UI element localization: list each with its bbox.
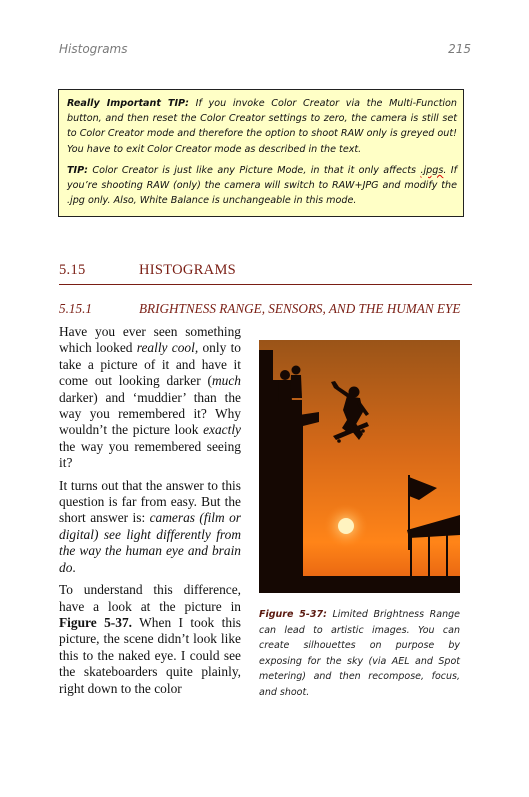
- p1-text-b: only to take a picture of it and have it come out looking darker (: [59, 340, 241, 389]
- subsection-heading: [59, 301, 479, 317]
- wheel-1: [337, 439, 341, 443]
- photo-illustration: [259, 340, 460, 593]
- page-number: 215: [448, 42, 471, 56]
- body-paragraph-2: [59, 478, 241, 576]
- p2-emphasis: cameras (film or digital) see light differently from the way the human eye and brain do: [59, 510, 242, 575]
- sun: [338, 518, 354, 534]
- spectator-body-2: [290, 375, 302, 398]
- ramp-edge: [299, 400, 302, 430]
- section-number: 5.15: [59, 262, 86, 278]
- spectator-body-1: [278, 380, 292, 402]
- section-title: HISTOGRAMS: [139, 262, 237, 278]
- tip-box: [58, 89, 464, 217]
- tip-important: [67, 96, 457, 157]
- tip-note-label: TIP:: [67, 164, 88, 176]
- wheel-2: [361, 429, 365, 433]
- figure-caption-text: Limited Brightness Range can lead to artistic images. You can create silhouettes on purpose by exposing for the sky (via AEL and Spot metering) and then recompose, focus, and shoot.: [259, 609, 460, 698]
- figure-caption: [259, 607, 460, 700]
- running-title: Histograms: [59, 42, 128, 56]
- figure-photo-skateboard-silhouette: [259, 340, 460, 593]
- p2-text-b: .: [72, 559, 76, 575]
- p3-text-a: To understand this difference, have a look at the picture in: [59, 582, 241, 614]
- body-paragraph-1: [59, 324, 241, 472]
- spectator-head-2: [292, 366, 301, 375]
- spectator-head-1: [280, 370, 290, 380]
- p1-emphasis-2: much: [211, 373, 241, 389]
- subsection-title: BRIGHTNESS RANGE, SENSORS, AND THE HUMAN EYE: [139, 301, 461, 316]
- running-head: [59, 42, 471, 56]
- p1-text-c: darker) and ‘muddier’ than the way you remembered it? Why wouldn’t the picture look: [59, 389, 241, 438]
- tip-important-text: If you invoke Color Creator via the Multi-Function button, and then reset the Color Creator settings to zero, the camera is still set to Color Creator mode and therefore the option to shoot RAW only is greyed out! You have to exit Color Creator mode as described in the text.: [67, 98, 457, 155]
- p1-text-d: the way you remembered seeing it?: [59, 438, 241, 471]
- tip-note-text-a: Color Creator is just like any Picture Mode, in that it only affects: [87, 164, 421, 176]
- ground: [259, 576, 460, 593]
- p1-emphasis-3: exactly: [203, 422, 241, 438]
- p3-text-b: When I took this picture, the scene didn’t look like this to the naked eye. I could see the skateboarders quite plainly, right down to the color: [59, 614, 241, 696]
- tip-note: [67, 163, 457, 209]
- body-paragraph-3: [59, 582, 241, 697]
- tip-important-label: Really Important TIP:: [67, 98, 189, 109]
- section-heading: [59, 262, 472, 285]
- p2-text-a: It turns out that the answer to this question is far from easy. But the short answer is:: [59, 477, 241, 526]
- p1-text-a: Have you ever seen something which looked: [59, 324, 241, 356]
- body-text: [59, 324, 241, 703]
- figure-label: Figure 5-37:: [259, 609, 327, 620]
- subsection-number: 5.15.1: [59, 301, 92, 316]
- tip-note-text-b: . If you’re shooting RAW (only) the camera will switch to RAW+JPG and modify the .jpg only. Also, White Balance is unchangeable in this mode.: [67, 164, 457, 207]
- p1-emphasis-1: really cool,: [136, 340, 199, 356]
- tip-note-jpgs: .jpgs: [420, 164, 444, 176]
- figure-reference: Figure 5-37.: [59, 614, 132, 630]
